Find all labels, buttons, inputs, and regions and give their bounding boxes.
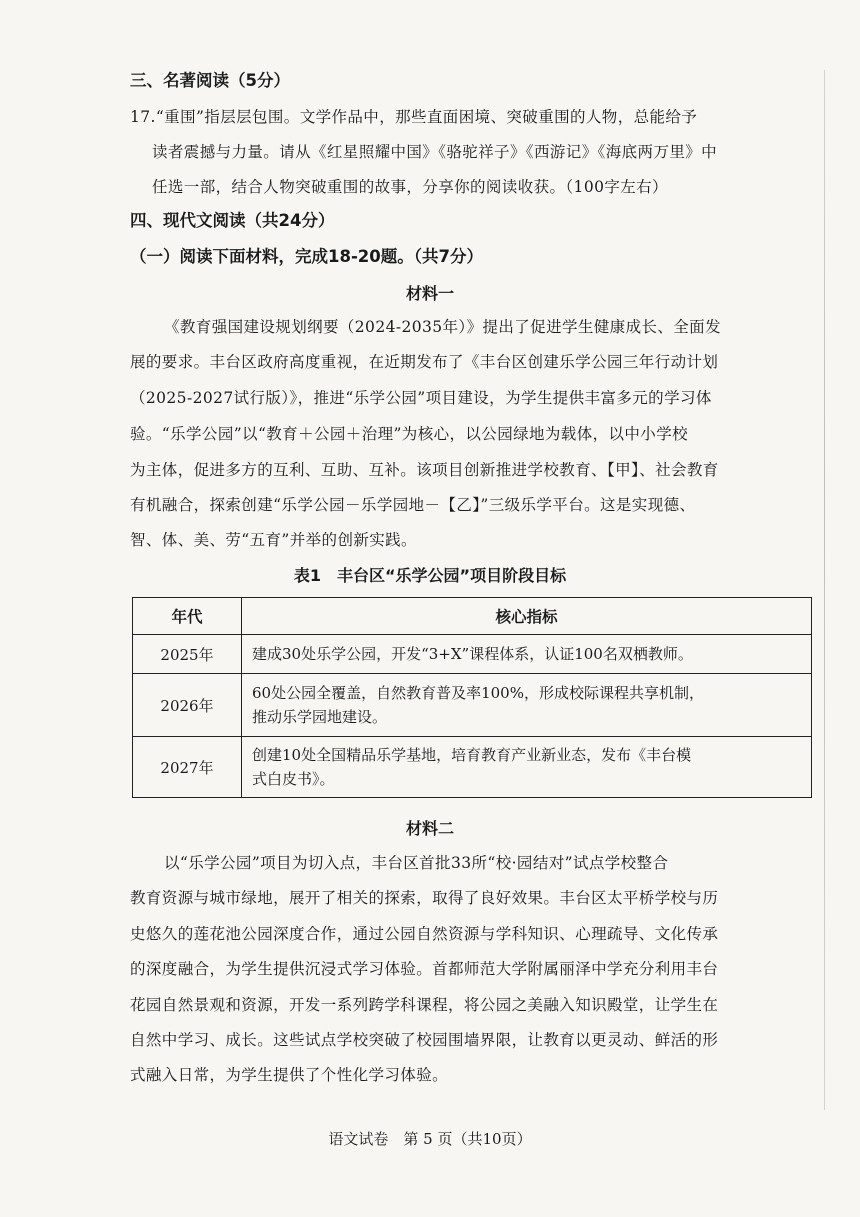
table-cell-line: 建成30处乐学公园，开发“3+X”课程体系，认证100名双栖教师。 [252,645,693,663]
table-row [133,635,812,674]
table-cell-line: 60处公园全覆盖，自然教育普及率100%，形成校际课程共享机制， [252,684,704,702]
material2-line-7: 式融入日常，为学生提供了个性化学习体验。 [130,1066,449,1084]
material1-line-2: 展的要求。丰台区政府高度重视，在近期发布了《丰台区创建乐学公园三年行动计划 [130,353,719,371]
table-cell-line: 推动乐学园地建设。 [252,708,388,726]
table-cell-indicator [242,674,812,737]
table-row [133,737,812,798]
material2-line-3: 史悠久的莲花池公园深度合作，通过公园自然资源与学科知识、心理疏导、文化传承 [130,925,719,943]
material1-line-6: 有机融合，探索创建“乐学公园－乐学园地－【乙】”三级乐学平台。这是实现德、 [130,496,696,514]
table-cell-year: 2027年 [133,737,242,798]
table-row [133,674,812,737]
table-cell-indicator [242,737,812,798]
table-header-row [133,598,812,635]
table-header-year: 年代 [133,598,242,635]
goals-table [132,597,812,798]
q17-line-3: 任选一部，结合人物突破重围的故事，分享你的阅读收获。（100字左右） [152,178,668,196]
material1-title: 材料一 [405,284,454,303]
table1-caption: 表1 丰台区“乐学公园”项目阶段目标 [293,566,567,585]
material2-line-2: 教育资源与城市绿地，展开了相关的探索，取得了良好效果。丰台区太平桥学校与历 [130,889,719,907]
q17-line-1: 17.“重围”指层层包围。文学作品中，那些直面困境、突破重围的人物，总能给予 [130,108,698,126]
page-footer: 语文试卷 第 5 页（共10页） [328,1130,532,1148]
section3-title: 三、名著阅读（5分） [130,71,290,90]
material1-line-4: 验。“乐学公园”以“教育＋公园＋治理”为核心，以公园绿地为载体，以中小学校 [130,425,688,443]
table-header-indicator: 核心指标 [242,598,812,635]
table-cell-year: 2025年 [133,635,242,674]
material1-line-3: （2025-2027试行版）》，推进“乐学公园”项目建设，为学生提供丰富多元的学习体 [130,389,712,407]
table-cell-indicator [242,635,812,674]
material1-line-1: 《教育强国建设规划纲要（2024-2035年）》提出了促进学生健康成长、全面发 [164,318,721,336]
section4-title: 四、现代文阅读（共24分） [130,211,335,230]
material1-line-5: 为主体，促进多方的互利、互助、互补。该项目创新推进学校教育、【甲】、社会教育 [130,461,719,479]
material2-title: 材料二 [405,819,454,838]
material2-line-5: 花园自然景观和资源，开发一系列跨学科课程，将公园之美融入知识殿堂，让学生在 [130,996,719,1014]
table-cell-line: 创建10处全国精品乐学基地，培育教育产业新业态，发布《丰台模 [252,746,692,764]
scan-edge-line [824,70,825,1110]
material1-line-7: 智、体、美、劳“五育”并举的创新实践。 [130,531,417,549]
table-cell-year: 2026年 [133,674,242,737]
section4-part1-instruction: （一）阅读下面材料，完成18-20题。（共7分） [130,247,484,266]
material2-line-4: 的深度融合，为学生提供沉浸式学习体验。首都师范大学附属丽泽中学充分利用丰台 [130,960,719,978]
material2-line-1: 以“乐学公园”项目为切入点，丰台区首批33所“校·园结对”试点学校整合 [164,854,669,872]
material2-line-6: 自然中学习、成长。这些试点学校突破了校园围墙界限，让教育以更灵动、鲜活的形 [130,1031,719,1049]
table-cell-line: 式白皮书》。 [252,770,335,788]
q17-line-2: 读者震撼与力量。请从《红星照耀中国》《骆驼祥子》《西游记》《海底两万里》中 [152,143,718,161]
